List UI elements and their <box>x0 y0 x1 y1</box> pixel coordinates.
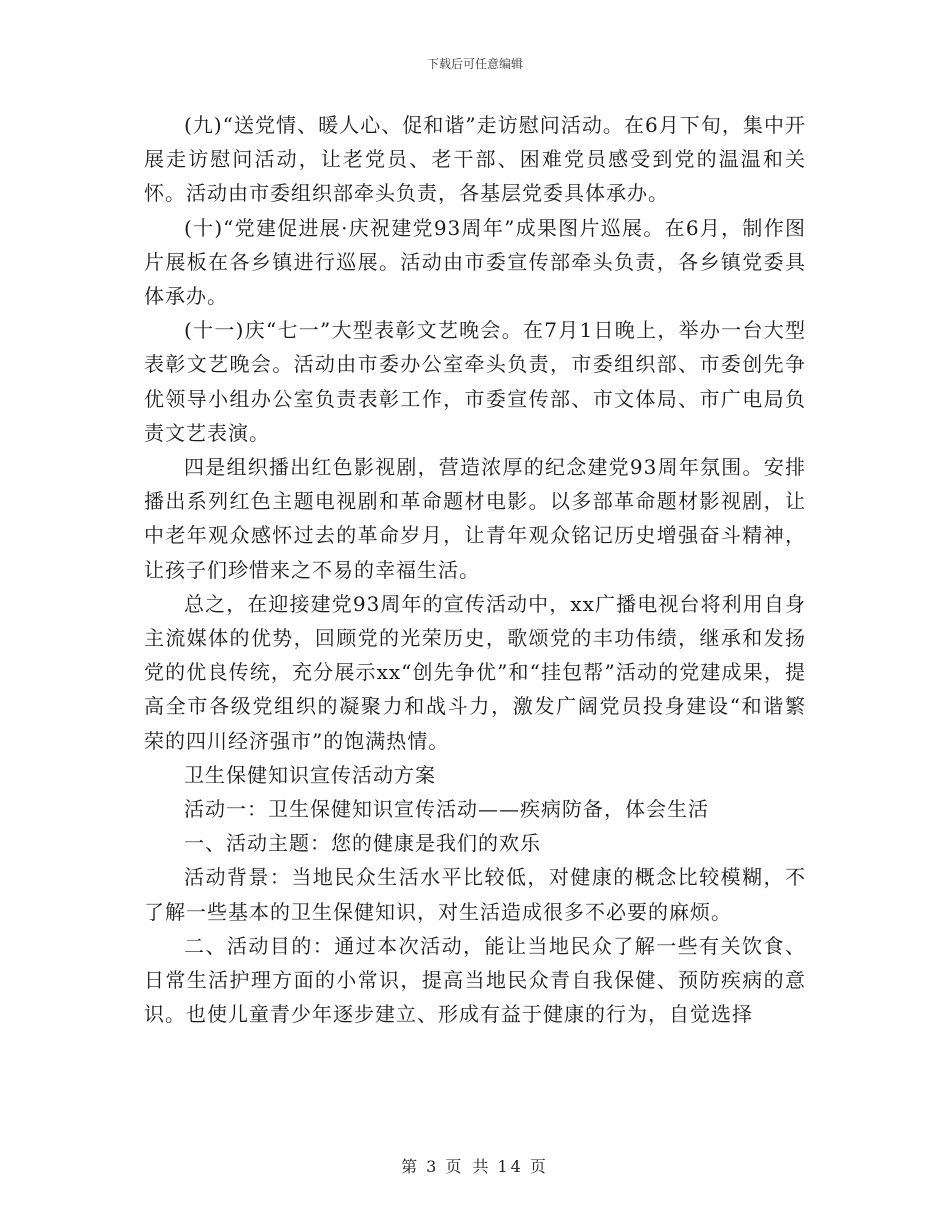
footer-suffix: 页 <box>529 1157 549 1176</box>
activity-theme: 一、活动主题：您的健康是我们的欢乐 <box>184 831 541 856</box>
document-body <box>144 108 806 1031</box>
activity-purpose: 二、活动目的：通过本次活动，能让当地民众了解一些有关饮食、日常生活护理方面的小常识，提高当地民众青自我保健、预防疾病的意识。也使儿童青少年逐步建立、形成有益于健康的行为，自觉选择 <box>144 933 806 1027</box>
section-title: 卫生保健知识宣传活动方案 <box>184 762 436 787</box>
paragraph-summary: 总之，在迎接建党93周年的宣传活动中，xx广播电视台将利用自身主流媒体的优势，回顾党的光荣历史，歌颂党的丰功伟绩，继承和发扬党的优良传统，充分展示xx“创先争优”和“挂包帮”活动的党建成果，提高全市各级党组织的凝聚力和战斗力，激发广阔党员投身建设“和谐繁荣的四川经济强市”的饱满热情。 <box>144 591 806 753</box>
paragraph-gala: (十一)庆“七一”大型表彰文艺晚会。在7月1日晚上，举办一台大型表彰文艺晚会。活动由市委办公室牵头负责，市委组织部、市委创先争优领导小组办公室负责表彰工作，市委宣传部、市文体局、市广电局负责文艺表演。 <box>144 318 806 445</box>
paragraph-visit-activity: (九)“送党情、暖人心、促和谐”走访慰问活动。在6月下旬，集中开展走访慰问活动，让老党员、老干部、困难党员感受到党的温温和关怀。活动由市委组织部牵头负责，各基层党委具体承办。 <box>144 113 806 206</box>
page-header: 下载后可任意编辑 <box>426 57 523 71</box>
current-page-number: 3 <box>426 1157 440 1176</box>
total-pages-number: 14 <box>497 1157 524 1176</box>
footer-middle: 页 共 <box>445 1157 492 1176</box>
paragraph-red-films: 四是组织播出红色影视剧，营造浓厚的纪念建党93周年氛围。安排播出系列红色主题电视剧和革命题材电影。以多部革命题材影视剧，让中老年观众感怀过去的革命岁月，让青年观众铭记历史增强奋斗精神，让孩子们珍惜来之不易的幸福生活。 <box>144 455 806 582</box>
paragraph-photo-exhibition: (十)“党建促进展·庆祝建党93周年”成果图片巡展。在6月，制作图片展板在各乡镇进行巡展。活动由市委宣传部牵头负责，各乡镇党委具体承办。 <box>144 215 806 309</box>
activity-background: 活动背景：当地民众生活水平比较低，对健康的概念比较模糊，不了解一些基本的卫生保健知识，对生活造成很多不必要的麻烦。 <box>144 865 806 924</box>
activity-one-title: 活动一：卫生保健知识宣传活动——疾病防备，体会生活 <box>184 797 709 822</box>
page-footer <box>0 1154 950 1177</box>
footer-prefix: 第 <box>401 1157 421 1176</box>
